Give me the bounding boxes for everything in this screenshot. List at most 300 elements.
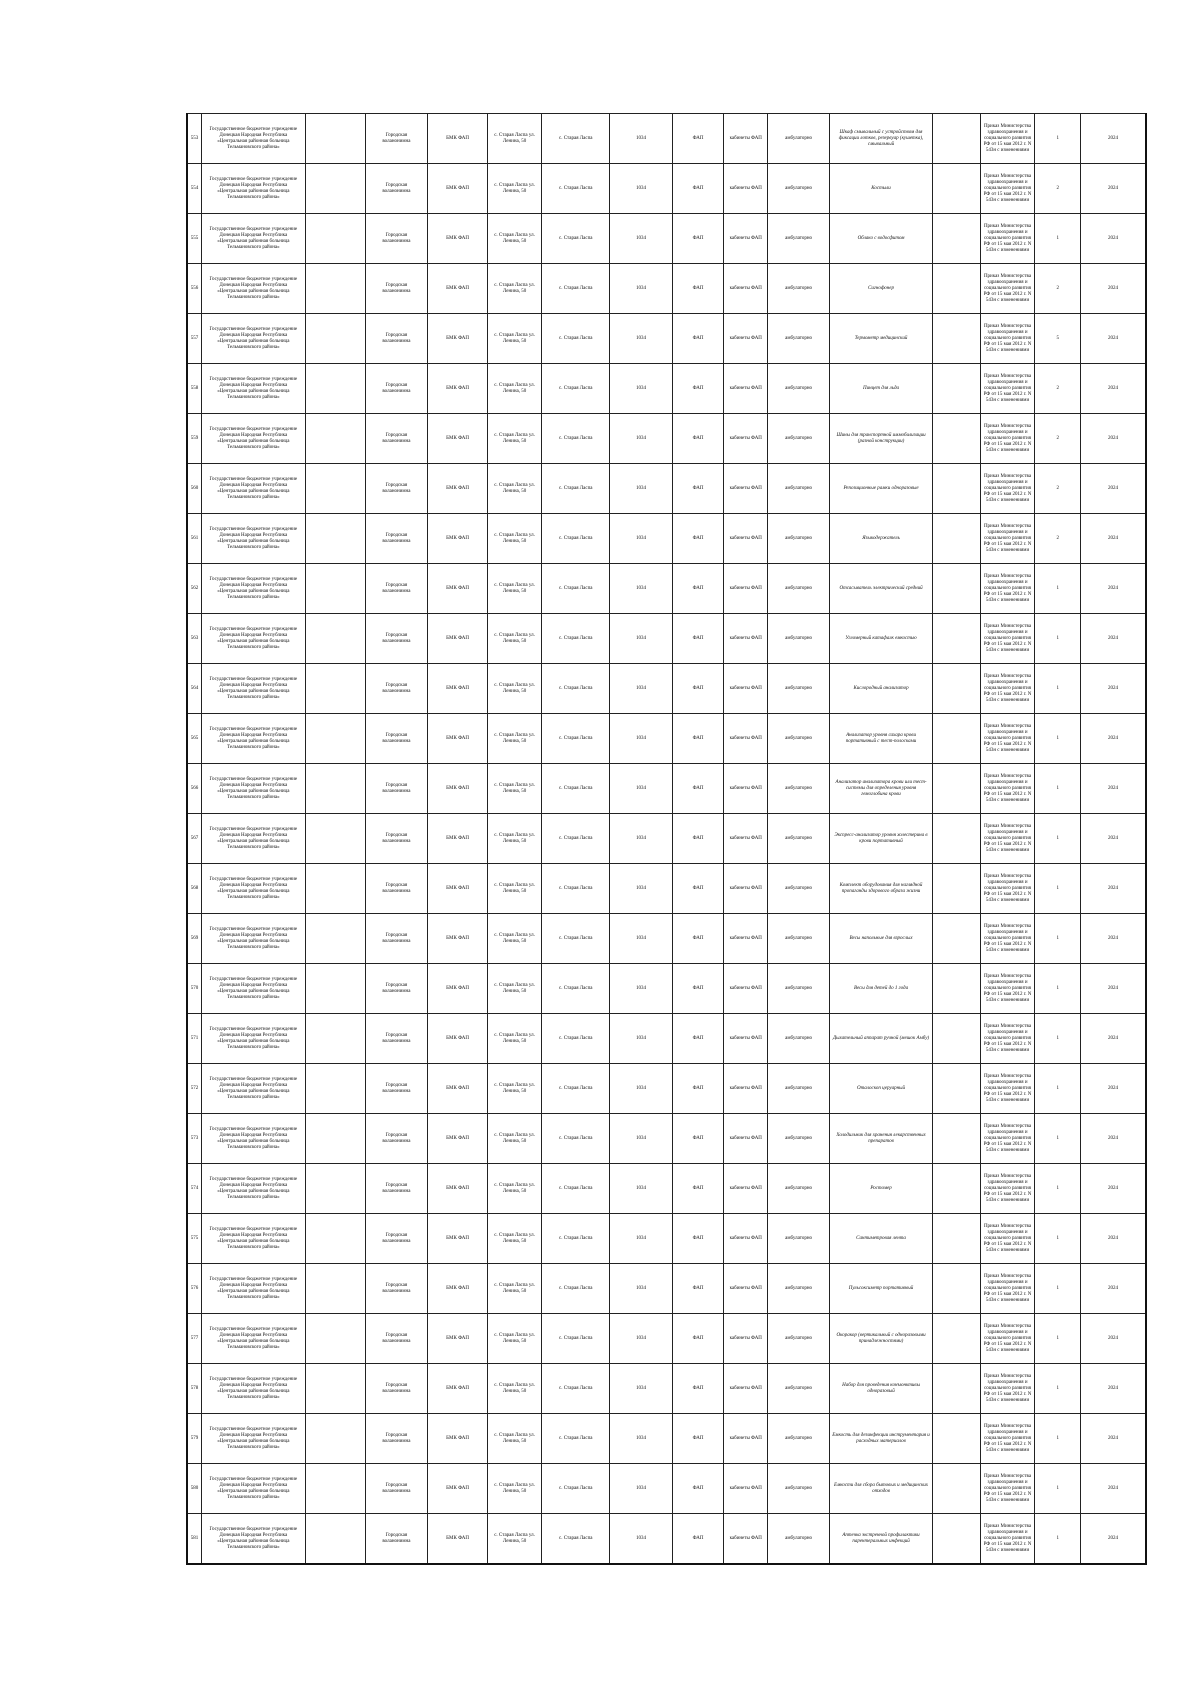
service-cell (768, 464, 830, 514)
organization-text: Государственное бюджетное учреждение Донецкая Народная Республика «Центральная районная больница Тельмановского района» (209, 976, 298, 1000)
locality-type-text: Городская (385, 1082, 408, 1088)
equipment-name-text: Набор для проведения конъюнктивы одноразовый (842, 1382, 920, 1394)
organization-text: Государственное бюджетное учреждение Донецкая Народная Республика «Центральная районная больница Тельмановского района» (209, 1526, 298, 1550)
service-text: амбулаторно (785, 385, 813, 391)
facility-type-text: БМК ФАП (446, 835, 469, 841)
quantity-cell (1035, 514, 1081, 564)
service-cell (768, 764, 830, 814)
equipment-table (186, 113, 1147, 1565)
locality-sub-text: воланонимна (382, 438, 411, 444)
blank-cell (932, 364, 980, 414)
address-cell (488, 614, 542, 664)
quantity-text: 1 (1056, 935, 1060, 941)
code-cell (610, 1364, 672, 1414)
code-cell (610, 414, 672, 464)
equipment-name-text: Емкость для дезинфекции инструментария и расходных материалов (832, 1432, 930, 1444)
fap-text: ФАП (692, 1135, 704, 1141)
organization-cell (202, 764, 306, 814)
room-cell (724, 364, 768, 414)
row-number-text: 581 (190, 1535, 199, 1541)
year-text: 2024 (1108, 1335, 1119, 1341)
address-text: с. Старая Ласпа ул. Ленина, 50 (494, 1232, 535, 1244)
equipment-name-text: Анализатор уровня сахара крови портативный с тест-полосками (845, 732, 917, 744)
service-cell (768, 914, 830, 964)
village-cell (542, 1164, 610, 1214)
organization-text: Государственное бюджетное учреждение Донецкая Народная Республика «Центральная районная больница Тельмановского района» (209, 1276, 298, 1300)
row-number-cell (187, 1314, 202, 1364)
fap-cell (672, 664, 724, 714)
quantity-text: 1 (1056, 735, 1060, 741)
table-row (187, 664, 1146, 714)
quantity-cell (1035, 164, 1081, 214)
address-text: с. Старая Ласпа ул. Ленина, 50 (494, 732, 535, 744)
fap-text: ФАП (692, 1285, 704, 1291)
organization-cell (202, 414, 306, 464)
row-number-text: 573 (190, 1135, 199, 1141)
order-text: Приказ Министерства здравоохранения и социального развития РФ от 15 мая 2012 г. N 543н с изменениями (983, 923, 1032, 953)
locality-type-text: Городская (385, 682, 408, 688)
room-cell (724, 864, 768, 914)
organization-cell (202, 614, 306, 664)
service-cell (768, 414, 830, 464)
table-row (187, 964, 1146, 1014)
locality-sub-text: воланонимна (382, 1088, 411, 1094)
equipment-name-cell (830, 314, 933, 364)
room-text: кабинеты ФАП (729, 1485, 762, 1491)
locality-sub-text: воланонимна (382, 1188, 411, 1194)
blank-cell (305, 764, 365, 814)
table-row (187, 1164, 1146, 1214)
year-cell (1081, 614, 1146, 664)
code-cell (610, 1314, 672, 1364)
row-number-cell (187, 664, 202, 714)
code-cell (610, 314, 672, 364)
room-text: кабинеты ФАП (729, 585, 762, 591)
service-text: амбулаторно (785, 885, 813, 891)
year-text: 2024 (1108, 135, 1119, 141)
room-text: кабинеты ФАП (729, 185, 762, 191)
room-cell (724, 214, 768, 264)
locality-type-text: Городская (385, 782, 408, 788)
year-text: 2024 (1108, 535, 1119, 541)
blank-cell (932, 1464, 980, 1514)
row-number-text: 574 (190, 1185, 199, 1191)
address-cell (488, 1414, 542, 1464)
year-cell (1081, 1164, 1146, 1214)
organization-text: Государственное бюджетное учреждение Донецкая Народная Республика «Центральная районная больница Тельмановского района» (209, 1376, 298, 1400)
code-text: 1034 (636, 1335, 647, 1341)
order-cell (980, 1214, 1035, 1264)
village-cell (542, 164, 610, 214)
address-text: с. Старая Ласпа ул. Ленина, 50 (494, 1432, 535, 1444)
service-text: амбулаторно (785, 1035, 813, 1041)
equipment-name-cell (830, 914, 933, 964)
address-text: с. Старая Ласпа ул. Ленина, 50 (494, 1182, 535, 1194)
equipment-name-text: Угломерный катафалк емкостью (845, 635, 917, 641)
order-cell (980, 964, 1035, 1014)
facility-type-cell (428, 1014, 488, 1064)
address-cell (488, 464, 542, 514)
row-number-cell (187, 1264, 202, 1314)
fap-text: ФАП (692, 935, 704, 941)
facility-type-text: БМК ФАП (446, 1235, 469, 1241)
village-cell (542, 864, 610, 914)
locality-type-cell (365, 1264, 427, 1314)
code-cell (610, 1414, 672, 1464)
facility-type-text: БМК ФАП (446, 1135, 469, 1141)
order-cell (980, 714, 1035, 764)
organization-text: Государственное бюджетное учреждение Донецкая Народная Республика «Центральная районная больница Тельмановского района» (209, 1326, 298, 1350)
village-text: с. Старая Ласпа (559, 985, 593, 991)
village-cell (542, 264, 610, 314)
blank-cell (932, 1514, 980, 1565)
address-text: с. Старая Ласпа ул. Ленина, 50 (494, 982, 535, 994)
order-cell (980, 364, 1035, 414)
room-cell (724, 814, 768, 864)
table-row (187, 1214, 1146, 1264)
order-cell (980, 464, 1035, 514)
organization-text: Государственное бюджетное учреждение Донецкая Народная Республика «Центральная районная больница Тельмановского района» (209, 326, 298, 350)
room-cell (724, 1214, 768, 1264)
village-cell (542, 1214, 610, 1264)
table-row (187, 314, 1146, 364)
locality-type-text: Городская (385, 732, 408, 738)
facility-type-text: БМК ФАП (446, 535, 469, 541)
order-cell (980, 1514, 1035, 1565)
room-cell (724, 314, 768, 364)
organization-cell (202, 514, 306, 564)
year-cell (1081, 664, 1146, 714)
order-text: Приказ Министерства здравоохранения и социального развития РФ от 15 мая 2012 г. N 543н с изменениями (983, 1373, 1032, 1403)
facility-type-cell (428, 1414, 488, 1464)
service-cell (768, 1364, 830, 1414)
locality-type-cell (365, 1364, 427, 1414)
row-number-text: 565 (190, 735, 199, 741)
locality-type-cell (365, 1414, 427, 1464)
quantity-cell (1035, 1064, 1081, 1114)
year-cell (1081, 1314, 1146, 1364)
room-text: кабинеты ФАП (729, 1235, 762, 1241)
fap-text: ФАП (692, 1485, 704, 1491)
row-number-cell (187, 1064, 202, 1114)
blank-cell (932, 1264, 980, 1314)
village-text: с. Старая Ласпа (559, 385, 593, 391)
row-number-text: 566 (190, 785, 199, 791)
code-text: 1034 (636, 1135, 647, 1141)
table-row (187, 1514, 1146, 1565)
room-cell (724, 564, 768, 614)
order-text: Приказ Министерства здравоохранения и социального развития РФ от 15 мая 2012 г. N 543н с изменениями (983, 1523, 1032, 1553)
locality-type-cell (365, 1164, 427, 1214)
locality-type-text: Городская (385, 1382, 408, 1388)
address-text: с. Старая Ласпа ул. Ленина, 50 (494, 782, 535, 794)
village-cell (542, 1364, 610, 1414)
table-row (187, 1014, 1146, 1064)
room-cell (724, 1364, 768, 1414)
order-text: Приказ Министерства здравоохранения и социального развития РФ от 15 мая 2012 г. N 543н с изменениями (983, 973, 1032, 1003)
locality-sub-text: воланонимна (382, 1288, 411, 1294)
code-cell (610, 814, 672, 864)
equipment-name-text: Репозиционные рамки одноразовые (843, 485, 919, 491)
order-text: Приказ Министерства здравоохранения и социального развития РФ от 15 мая 2012 г. N 543н с изменениями (983, 773, 1032, 803)
year-text: 2024 (1108, 235, 1119, 241)
quantity-cell (1035, 264, 1081, 314)
service-cell (768, 1214, 830, 1264)
locality-type-cell (365, 414, 427, 464)
code-text: 1034 (636, 285, 647, 291)
facility-type-cell (428, 1364, 488, 1414)
row-number-text: 564 (190, 685, 199, 691)
row-number-cell (187, 1164, 202, 1214)
fap-text: ФАП (692, 635, 704, 641)
table-row (187, 514, 1146, 564)
blank-cell (305, 264, 365, 314)
service-text: амбулаторно (785, 735, 813, 741)
village-cell (542, 914, 610, 964)
service-text: амбулаторно (785, 1285, 813, 1291)
code-text: 1034 (636, 1535, 647, 1541)
organization-text: Государственное бюджетное учреждение Донецкая Народная Республика «Центральная районная больница Тельмановского района» (209, 476, 298, 500)
code-cell (610, 364, 672, 414)
fap-cell (672, 1414, 724, 1464)
organization-cell (202, 664, 306, 714)
village-text: с. Старая Ласпа (559, 635, 593, 641)
row-number-text: 578 (190, 1385, 199, 1391)
code-text: 1034 (636, 485, 647, 491)
fap-text: ФАП (692, 285, 704, 291)
facility-type-cell (428, 164, 488, 214)
locality-type-cell (365, 214, 427, 264)
organization-cell (202, 114, 306, 164)
locality-type-cell (365, 1464, 427, 1514)
organization-text: Государственное бюджетное учреждение Донецкая Народная Республика «Центральная районная больница Тельмановского района» (209, 676, 298, 700)
year-cell (1081, 864, 1146, 914)
quantity-text: 1 (1056, 1185, 1060, 1191)
fap-cell (672, 164, 724, 214)
table-row (187, 1364, 1146, 1414)
village-text: с. Старая Ласпа (559, 685, 593, 691)
organization-cell (202, 1414, 306, 1464)
quantity-text: 1 (1056, 985, 1060, 991)
quantity-text: 5 (1056, 335, 1060, 341)
quantity-cell (1035, 1164, 1081, 1214)
organization-text: Государственное бюджетное учреждение Донецкая Народная Республика «Центральная районная больница Тельмановского района» (209, 776, 298, 800)
address-text: с. Старая Ласпа ул. Ленина, 50 (494, 1482, 535, 1494)
table-row (187, 1464, 1146, 1514)
year-cell (1081, 1114, 1146, 1164)
code-cell (610, 114, 672, 164)
table-row (187, 114, 1146, 164)
row-number-cell (187, 264, 202, 314)
facility-type-cell (428, 464, 488, 514)
service-text: амбулаторно (785, 685, 813, 691)
address-cell (488, 964, 542, 1014)
code-cell (610, 1464, 672, 1514)
organization-text: Государственное бюджетное учреждение Донецкая Народная Республика «Центральная районная больница Тельмановского района» (209, 926, 298, 950)
fap-cell (672, 864, 724, 914)
facility-type-cell (428, 564, 488, 614)
facility-type-text: БМК ФАП (446, 1435, 469, 1441)
row-number-cell (187, 814, 202, 864)
village-text: с. Старая Ласпа (559, 1335, 593, 1341)
blank-cell (932, 214, 980, 264)
blank-cell (305, 1314, 365, 1364)
facility-type-cell (428, 764, 488, 814)
room-cell (724, 1014, 768, 1064)
organization-cell (202, 564, 306, 614)
table-row (187, 864, 1146, 914)
blank-cell (932, 714, 980, 764)
locality-type-cell (365, 614, 427, 664)
room-text: кабинеты ФАП (729, 985, 762, 991)
facility-type-text: БМК ФАП (446, 185, 469, 191)
locality-type-text: Городская (385, 932, 408, 938)
address-cell (488, 864, 542, 914)
organization-cell (202, 1314, 306, 1364)
equipment-name-cell (830, 564, 933, 614)
facility-type-cell (428, 114, 488, 164)
code-text: 1034 (636, 635, 647, 641)
locality-type-text: Городская (385, 1232, 408, 1238)
facility-type-cell (428, 1464, 488, 1514)
order-text: Приказ Министерства здравоохранения и социального развития РФ от 15 мая 2012 г. N 543н с изменениями (983, 723, 1032, 753)
service-text: амбулаторно (785, 1185, 813, 1191)
fap-cell (672, 514, 724, 564)
locality-type-cell (365, 464, 427, 514)
code-text: 1034 (636, 1485, 647, 1491)
order-cell (980, 664, 1035, 714)
village-cell (542, 1064, 610, 1114)
blank-cell (305, 714, 365, 764)
fap-cell (672, 114, 724, 164)
year-cell (1081, 1414, 1146, 1464)
table-row (187, 164, 1146, 214)
equipment-name-text: Языкодержатель (862, 535, 900, 541)
row-number-cell (187, 414, 202, 464)
address-cell (488, 414, 542, 464)
blank-cell (932, 1214, 980, 1264)
room-cell (724, 764, 768, 814)
facility-type-cell (428, 364, 488, 414)
locality-type-cell (365, 114, 427, 164)
code-text: 1034 (636, 1385, 647, 1391)
row-number-cell (187, 614, 202, 664)
organization-cell (202, 1464, 306, 1514)
facility-type-cell (428, 1264, 488, 1314)
village-text: с. Старая Ласпа (559, 835, 593, 841)
order-cell (980, 1014, 1035, 1064)
fap-cell (672, 314, 724, 364)
service-cell (768, 1414, 830, 1464)
fap-cell (672, 814, 724, 864)
locality-sub-text: воланонимна (382, 988, 411, 994)
equipment-name-cell (830, 1014, 933, 1064)
room-text: кабинеты ФАП (729, 1385, 762, 1391)
quantity-cell (1035, 1014, 1081, 1064)
service-text: амбулаторно (785, 1335, 813, 1341)
blank-cell (932, 414, 980, 464)
fap-cell (672, 1214, 724, 1264)
fap-cell (672, 1364, 724, 1414)
quantity-text: 1 (1056, 1335, 1060, 1341)
room-text: кабинеты ФАП (729, 835, 762, 841)
table-row (187, 914, 1146, 964)
facility-type-text: БМК ФАП (446, 935, 469, 941)
order-text: Приказ Министерства здравоохранения и социального развития РФ от 15 мая 2012 г. N 543н с изменениями (983, 423, 1032, 453)
locality-sub-text: воланонимна (382, 1238, 411, 1244)
locality-type-text: Городская (385, 582, 408, 588)
service-text: амбулаторно (785, 585, 813, 591)
blank-cell (305, 1364, 365, 1414)
row-number-cell (187, 214, 202, 264)
facility-type-cell (428, 1114, 488, 1164)
code-text: 1034 (636, 1285, 647, 1291)
address-text: с. Старая Ласпа ул. Ленина, 50 (494, 182, 535, 194)
blank-cell (932, 964, 980, 1014)
village-cell (542, 1464, 610, 1514)
year-cell (1081, 164, 1146, 214)
quantity-cell (1035, 1364, 1081, 1414)
organization-cell (202, 464, 306, 514)
quantity-text: 2 (1056, 485, 1060, 491)
address-text: с. Старая Ласпа ул. Ленина, 50 (494, 532, 535, 544)
year-text: 2024 (1108, 1535, 1119, 1541)
locality-type-cell (365, 914, 427, 964)
quantity-cell (1035, 764, 1081, 814)
address-cell (488, 564, 542, 614)
year-cell (1081, 714, 1146, 764)
row-number-text: 561 (190, 535, 199, 541)
service-cell (768, 614, 830, 664)
row-number-text: 560 (190, 485, 199, 491)
address-text: с. Старая Ласпа ул. Ленина, 50 (494, 832, 535, 844)
organization-cell (202, 914, 306, 964)
service-cell (768, 864, 830, 914)
address-cell (488, 264, 542, 314)
row-number-text: 580 (190, 1485, 199, 1491)
address-cell (488, 814, 542, 864)
year-text: 2024 (1108, 1285, 1119, 1291)
fap-text: ФАП (692, 1335, 704, 1341)
fap-text: ФАП (692, 1385, 704, 1391)
order-text: Приказ Министерства здравоохранения и социального развития РФ от 15 мая 2012 г. N 543н с изменениями (983, 323, 1032, 353)
order-cell (980, 564, 1035, 614)
service-text: амбулаторно (785, 1085, 813, 1091)
village-text: с. Старая Ласпа (559, 1485, 593, 1491)
organization-cell (202, 264, 306, 314)
equipment-name-cell (830, 364, 933, 414)
order-cell (980, 264, 1035, 314)
equipment-name-text: Весы для детей до 1 года (853, 985, 909, 991)
table-body (187, 114, 1146, 1565)
quantity-cell (1035, 714, 1081, 764)
code-text: 1034 (636, 835, 647, 841)
quantity-text: 2 (1056, 535, 1060, 541)
equipment-name-text: Комплект оборудования для наглядной пропаганды здорового образа жизни (839, 882, 923, 894)
order-cell (980, 614, 1035, 664)
address-cell (488, 164, 542, 214)
year-cell (1081, 1264, 1146, 1314)
locality-type-text: Городская (385, 1482, 408, 1488)
village-cell (542, 764, 610, 814)
locality-sub-text: воланонимна (382, 288, 411, 294)
service-cell (768, 164, 830, 214)
organization-cell (202, 1264, 306, 1314)
year-text: 2024 (1108, 635, 1119, 641)
room-cell (724, 664, 768, 714)
room-text: кабинеты ФАП (729, 335, 762, 341)
facility-type-text: БМК ФАП (446, 635, 469, 641)
